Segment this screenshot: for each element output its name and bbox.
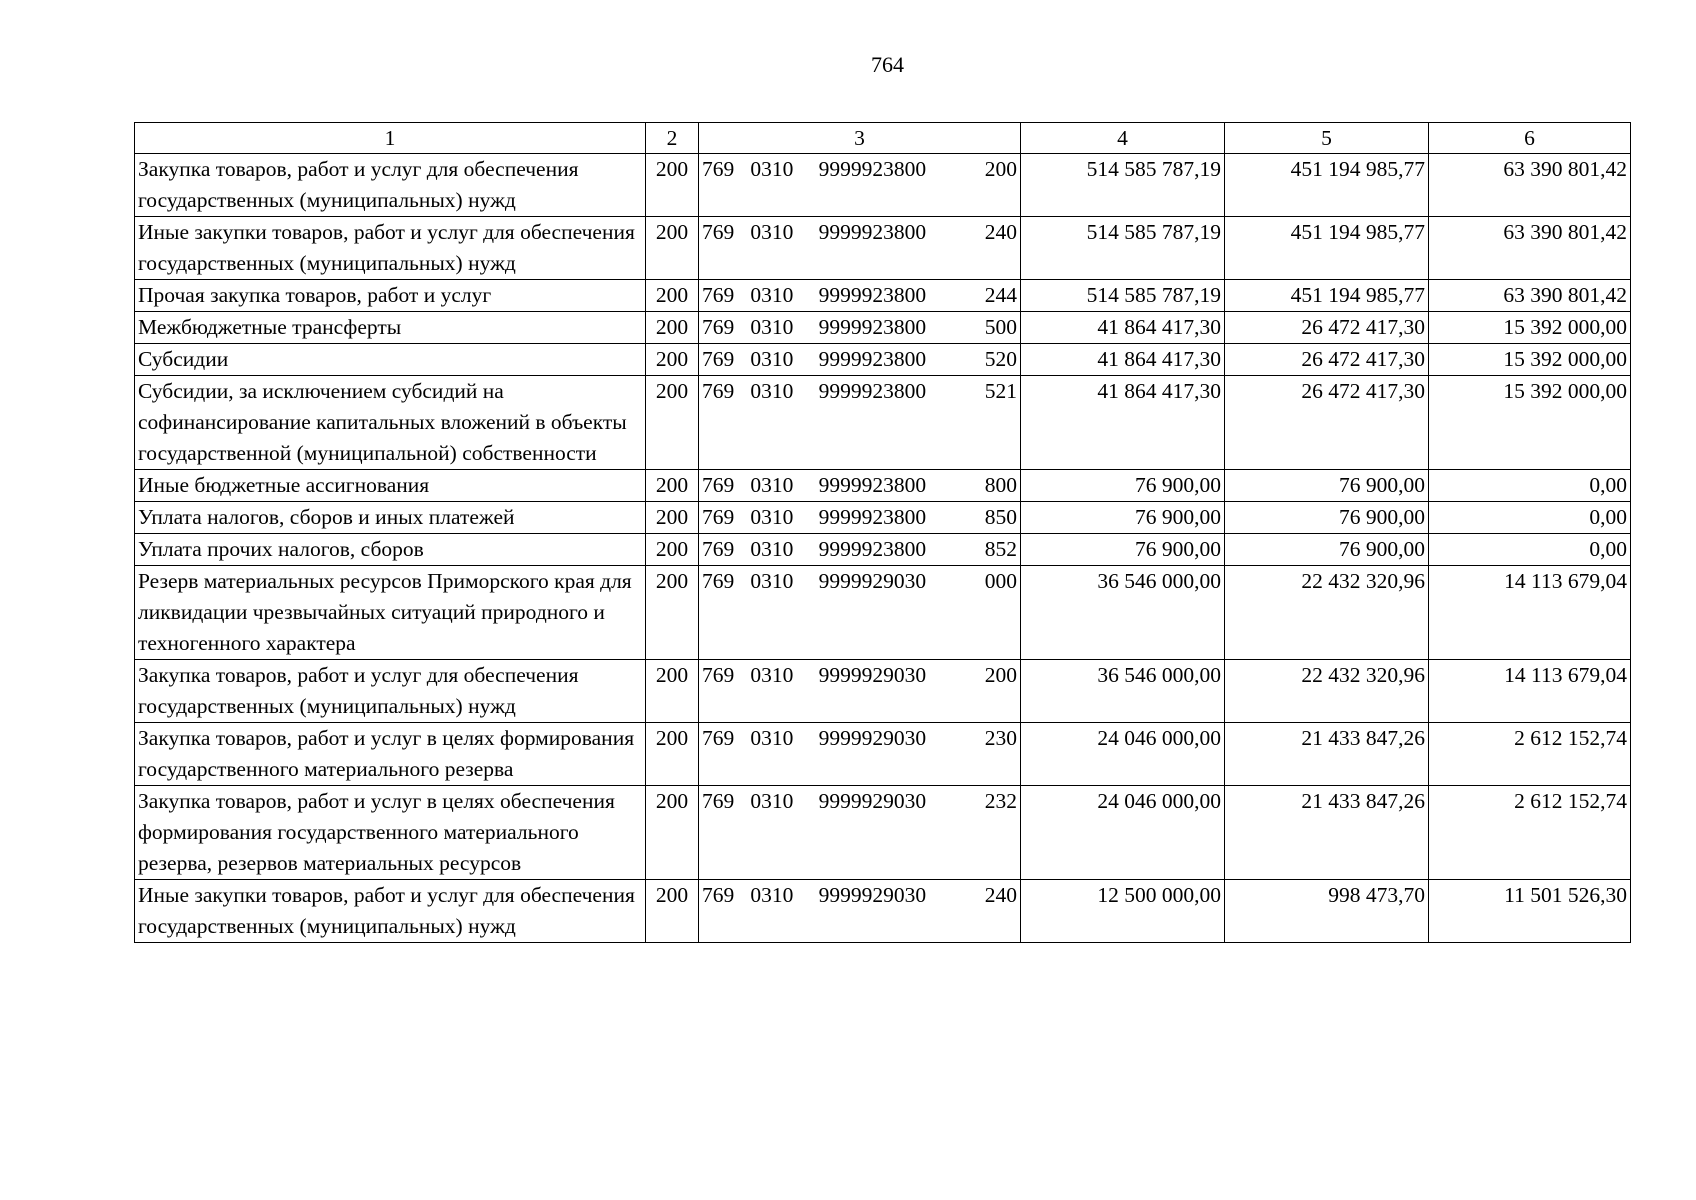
row-value-col4: 24 046 000,00 (1021, 786, 1225, 880)
expense-kind-code: 200 (984, 157, 1017, 181)
row-value-col4: 36 546 000,00 (1021, 660, 1225, 723)
row-value-col5: 22 432 320,96 (1225, 566, 1429, 660)
table-row (135, 376, 1631, 470)
dept-code: 769 (702, 315, 735, 339)
row-name: Прочая закупка товаров, работ и услуг (135, 280, 646, 312)
dept-code: 769 (702, 157, 735, 181)
expense-kind-code: 240 (984, 883, 1017, 907)
row-admin-code: 200 (646, 786, 699, 880)
page-number: 764 (871, 52, 904, 77)
row-name: Субсидии, за исключением субсидий на софинансирование капитальных вложений в объекты государственной (муниципальной) собственности (135, 376, 646, 470)
dept-code: 769 (702, 379, 735, 403)
dept-code: 769 (702, 569, 735, 593)
header-cell: 2 (646, 123, 699, 154)
row-classification-code (699, 376, 1021, 470)
row-value-col5: 26 472 417,30 (1225, 376, 1429, 470)
dept-code: 769 (702, 220, 735, 244)
expense-kind-code: 200 (984, 663, 1017, 687)
section-code: 0310 (750, 220, 794, 244)
section-code: 0310 (750, 505, 794, 529)
row-value-col4: 41 864 417,30 (1021, 376, 1225, 470)
target-code: 9999923800 (818, 537, 927, 561)
expense-kind-code: 852 (984, 537, 1017, 561)
dept-code: 769 (702, 663, 735, 687)
row-value-col6: 0,00 (1429, 502, 1631, 534)
table-row (135, 502, 1631, 534)
row-value-col6: 14 113 679,04 (1429, 660, 1631, 723)
row-classification-code (699, 344, 1021, 376)
header-cell: 4 (1021, 123, 1225, 154)
row-admin-code: 200 (646, 723, 699, 786)
target-code: 9999929030 (818, 883, 927, 907)
row-name: Уплата налогов, сборов и иных платежей (135, 502, 646, 534)
section-code: 0310 (750, 473, 794, 497)
target-code: 9999929030 (818, 569, 927, 593)
row-classification-code (699, 502, 1021, 534)
row-admin-code: 200 (646, 280, 699, 312)
dept-code: 769 (702, 789, 735, 813)
row-value-col5: 451 194 985,77 (1225, 154, 1429, 217)
expense-kind-code: 521 (984, 379, 1017, 403)
section-code: 0310 (750, 283, 794, 307)
row-admin-code: 200 (646, 470, 699, 502)
target-code: 9999923800 (818, 473, 927, 497)
row-value-col6: 15 392 000,00 (1429, 312, 1631, 344)
table-row (135, 154, 1631, 217)
row-value-col6: 63 390 801,42 (1429, 280, 1631, 312)
row-admin-code: 200 (646, 566, 699, 660)
expense-kind-code: 230 (984, 726, 1017, 750)
row-name: Уплата прочих налогов, сборов (135, 534, 646, 566)
table-row (135, 217, 1631, 280)
row-classification-code (699, 217, 1021, 280)
row-value-col5: 21 433 847,26 (1225, 786, 1429, 880)
target-code: 9999923800 (818, 379, 927, 403)
row-classification-code (699, 312, 1021, 344)
expense-kind-code: 520 (984, 347, 1017, 371)
row-classification-code (699, 566, 1021, 660)
row-value-col5: 21 433 847,26 (1225, 723, 1429, 786)
table-row (135, 566, 1631, 660)
row-admin-code: 200 (646, 376, 699, 470)
row-value-col6: 2 612 152,74 (1429, 786, 1631, 880)
header-cell: 3 (699, 123, 1021, 154)
row-classification-code (699, 880, 1021, 943)
row-value-col6: 63 390 801,42 (1429, 217, 1631, 280)
row-name: Закупка товаров, работ и услуг для обеспечения государственных (муниципальных) нужд (135, 154, 646, 217)
expense-kind-code: 800 (984, 473, 1017, 497)
target-code: 9999929030 (818, 663, 927, 687)
row-name: Иные бюджетные ассигнования (135, 470, 646, 502)
target-code: 9999923800 (818, 157, 927, 181)
header-cell: 1 (135, 123, 646, 154)
row-value-col6: 0,00 (1429, 534, 1631, 566)
row-value-col6: 15 392 000,00 (1429, 344, 1631, 376)
row-value-col4: 76 900,00 (1021, 534, 1225, 566)
dept-code: 769 (702, 726, 735, 750)
row-classification-code (699, 723, 1021, 786)
dept-code: 769 (702, 505, 735, 529)
row-value-col4: 24 046 000,00 (1021, 723, 1225, 786)
row-name: Иные закупки товаров, работ и услуг для обеспечения государственных (муниципальных) нужд (135, 880, 646, 943)
table-row (135, 470, 1631, 502)
row-classification-code (699, 786, 1021, 880)
row-admin-code: 200 (646, 534, 699, 566)
table-row (135, 786, 1631, 880)
row-classification-code (699, 534, 1021, 566)
row-name: Резерв материальных ресурсов Приморского края для ликвидации чрезвычайных ситуаций природного и техногенного характера (135, 566, 646, 660)
row-value-col4: 41 864 417,30 (1021, 312, 1225, 344)
section-code: 0310 (750, 347, 794, 371)
row-value-col4: 76 900,00 (1021, 470, 1225, 502)
row-value-col6: 11 501 526,30 (1429, 880, 1631, 943)
row-name: Межбюджетные трансферты (135, 312, 646, 344)
row-value-col5: 22 432 320,96 (1225, 660, 1429, 723)
row-value-col6: 15 392 000,00 (1429, 376, 1631, 470)
table-row (135, 534, 1631, 566)
row-admin-code: 200 (646, 880, 699, 943)
row-name: Иные закупки товаров, работ и услуг для обеспечения государственных (муниципальных) нужд (135, 217, 646, 280)
dept-code: 769 (702, 537, 735, 561)
header-cell: 6 (1429, 123, 1631, 154)
row-value-col5: 451 194 985,77 (1225, 280, 1429, 312)
expense-kind-code: 000 (984, 569, 1017, 593)
row-classification-code (699, 154, 1021, 217)
row-value-col5: 998 473,70 (1225, 880, 1429, 943)
row-value-col4: 514 585 787,19 (1021, 280, 1225, 312)
row-value-col4: 514 585 787,19 (1021, 154, 1225, 217)
row-classification-code (699, 470, 1021, 502)
section-code: 0310 (750, 726, 794, 750)
section-code: 0310 (750, 883, 794, 907)
target-code: 9999923800 (818, 347, 927, 371)
row-value-col6: 2 612 152,74 (1429, 723, 1631, 786)
row-value-col4: 12 500 000,00 (1021, 880, 1225, 943)
table-body (135, 154, 1631, 943)
row-value-col5: 26 472 417,30 (1225, 344, 1429, 376)
section-code: 0310 (750, 379, 794, 403)
dept-code: 769 (702, 283, 735, 307)
dept-code: 769 (702, 883, 735, 907)
row-value-col5: 76 900,00 (1225, 502, 1429, 534)
row-admin-code: 200 (646, 312, 699, 344)
row-admin-code: 200 (646, 154, 699, 217)
dept-code: 769 (702, 347, 735, 371)
row-value-col5: 26 472 417,30 (1225, 312, 1429, 344)
expense-kind-code: 244 (984, 283, 1017, 307)
table-row (135, 660, 1631, 723)
budget-table (134, 122, 1631, 943)
row-value-col5: 451 194 985,77 (1225, 217, 1429, 280)
target-code: 9999923800 (818, 220, 927, 244)
target-code: 9999923800 (818, 283, 927, 307)
row-admin-code: 200 (646, 660, 699, 723)
section-code: 0310 (750, 569, 794, 593)
table-row (135, 312, 1631, 344)
target-code: 9999923800 (818, 315, 927, 339)
table-row (135, 344, 1631, 376)
row-name: Закупка товаров, работ и услуг в целях формирования государственного материального резерва (135, 723, 646, 786)
row-value-col4: 41 864 417,30 (1021, 344, 1225, 376)
section-code: 0310 (750, 789, 794, 813)
row-value-col6: 14 113 679,04 (1429, 566, 1631, 660)
row-admin-code: 200 (646, 502, 699, 534)
target-code: 9999929030 (818, 789, 927, 813)
expense-kind-code: 240 (984, 220, 1017, 244)
row-value-col6: 63 390 801,42 (1429, 154, 1631, 217)
target-code: 9999923800 (818, 505, 927, 529)
row-value-col4: 76 900,00 (1021, 502, 1225, 534)
row-name: Субсидии (135, 344, 646, 376)
table-row (135, 280, 1631, 312)
section-code: 0310 (750, 157, 794, 181)
section-code: 0310 (750, 663, 794, 687)
row-value-col4: 514 585 787,19 (1021, 217, 1225, 280)
row-admin-code: 200 (646, 217, 699, 280)
row-classification-code (699, 660, 1021, 723)
row-value-col5: 76 900,00 (1225, 534, 1429, 566)
row-value-col6: 0,00 (1429, 470, 1631, 502)
dept-code: 769 (702, 473, 735, 497)
header-cell: 5 (1225, 123, 1429, 154)
row-value-col4: 36 546 000,00 (1021, 566, 1225, 660)
row-admin-code: 200 (646, 344, 699, 376)
section-code: 0310 (750, 315, 794, 339)
table-row (135, 880, 1631, 943)
expense-kind-code: 232 (984, 789, 1017, 813)
row-classification-code (699, 280, 1021, 312)
row-name: Закупка товаров, работ и услуг для обеспечения государственных (муниципальных) нужд (135, 660, 646, 723)
row-name: Закупка товаров, работ и услуг в целях обеспечения формирования государственного материального резерва, резервов материальных ресурсов (135, 786, 646, 880)
section-code: 0310 (750, 537, 794, 561)
header-row (135, 123, 1631, 154)
row-value-col5: 76 900,00 (1225, 470, 1429, 502)
expense-kind-code: 500 (984, 315, 1017, 339)
table-row (135, 723, 1631, 786)
target-code: 9999929030 (818, 726, 927, 750)
expense-kind-code: 850 (984, 505, 1017, 529)
